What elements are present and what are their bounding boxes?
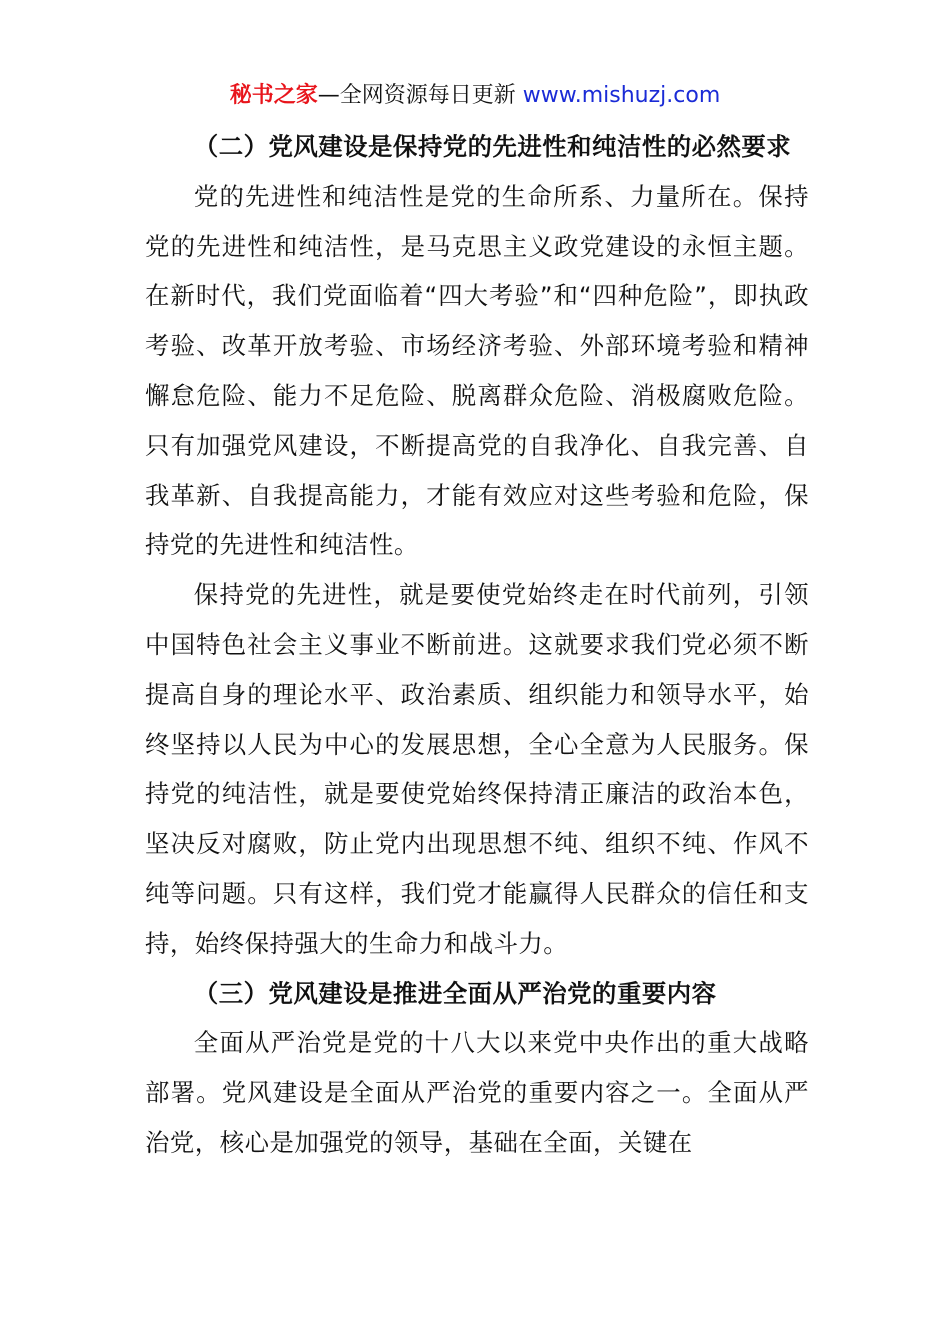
document-body [145,122,809,1168]
site-brand: 秘书之家 [229,83,318,108]
paragraph-1: 党的先进性和纯洁性是党的生命所系、力量所在。保持党的先进性和纯洁性，是马克思主义政党建设的永恒主题。在新时代，我们党面临着“四大考验”和“四种危险”，即执政考验、改革开放考验、市场经济考验、外部环境考验和精神懈怠危险、能力不足危险、脱离群众危险、消极腐败危险。只有加强党风建设，不断提高党的自我净化、自我完善、自我革新、自我提高能力，才能有效应对这些考验和危险，保持党的先进性和纯洁性。 [145,181,809,560]
paragraph-2: 保持党的先进性，就是要使党始终走在时代前列，引领中国特色社会主义事业不断前进。这就要求我们党必须不断提高自身的理论水平、政治素质、组织能力和领导水平，始终坚持以人民为中心的发展思想，全心全意为人民服务。保持党的纯洁性，就是要使党始终保持清正廉洁的政治本色，坚决反对腐败，防止党内出现思想不纯、组织不纯、作风不纯等问题。只有这样，我们党才能赢得人民群众的信任和支持，始终保持强大的生命力和战斗力。 [145,580,809,958]
site-tagline: —全网资源每日更新 [317,83,523,108]
section-heading-2: （二）党风建设是保持党的先进性和纯洁性的必然要求 [193,132,792,161]
section-heading-3: （三）党风建设是推进全面从严治党的重要内容 [193,978,717,1008]
site-url[interactable]: www.mishuzj.com [522,83,721,108]
site-header [0,80,950,112]
paragraph-3: 全面从严治党是党的十八大以来党中央作出的重大战略部署。党风建设是全面从严治党的重要内容之一。全面从严治党，核心是加强党的领导，基础在全面，关键在 [145,1028,809,1157]
